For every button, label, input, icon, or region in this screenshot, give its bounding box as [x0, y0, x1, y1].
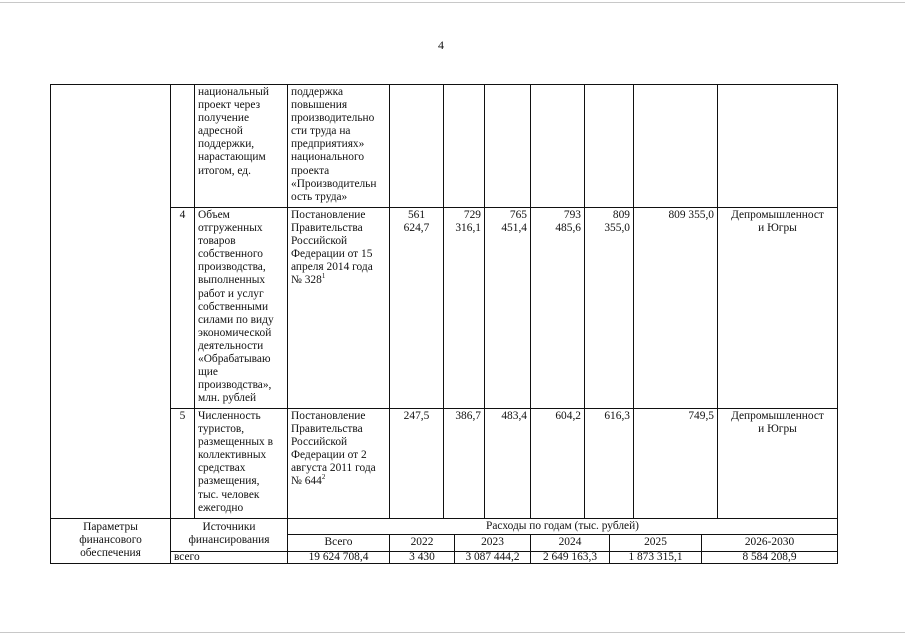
finance-col-header: 2022: [389, 534, 455, 552]
value-cell: 809 355,0: [584, 207, 634, 409]
footnote-mark: 1: [321, 272, 326, 281]
row-number-cell: [170, 84, 195, 208]
page-number: 4: [438, 38, 444, 52]
responsible-cell: Депромышленност и Югры: [717, 207, 838, 409]
finance-row-label: всего: [170, 551, 288, 564]
value-cell: 483,4: [484, 408, 531, 519]
basis-cell: [287, 408, 390, 519]
finance-col-header: 2026-2030: [701, 534, 838, 552]
value-cell: [584, 84, 634, 208]
footnote-mark: 2: [321, 473, 326, 482]
finance-value: 3 430: [389, 551, 455, 564]
finance-expenses-header: Расходы по годам (тыс. рублей): [287, 518, 838, 535]
indicator-cell: национальный проект через получение адресной поддержки, нарастающим итогом, ед.: [194, 84, 288, 208]
basis-text: Постановление Правительства Российской Федерации от 2 августа 2011 года № 644: [291, 410, 376, 488]
indicator-cell: Численность туристов, размещенных в коллективных средствах размещения, тыс. человек ежегодно: [194, 408, 288, 519]
finance-value: 2 649 163,3: [530, 551, 610, 564]
responsible-cell: [717, 84, 838, 208]
finance-params-label: Параметры финансового обеспечения: [50, 518, 171, 564]
basis-text: Постановление Правительства Российской Федерации от 15 апреля 2014 года № 328: [291, 209, 373, 287]
value-cell: 729 316,1: [443, 207, 485, 409]
finance-value: 19 624 708,4: [287, 551, 390, 564]
value-cell: [443, 84, 485, 208]
finance-value: 3 087 444,2: [454, 551, 531, 564]
value-cell: 765 451,4: [484, 207, 531, 409]
value-cell: 749,5: [633, 408, 718, 519]
value-cell: [530, 84, 585, 208]
value-cell: 386,7: [443, 408, 485, 519]
value-cell: 561 624,7: [389, 207, 444, 409]
finance-sources-label: Источники финансирования: [170, 518, 288, 552]
value-cell: [484, 84, 531, 208]
finance-value: 8 584 208,9: [701, 551, 838, 564]
value-cell: 604,2: [530, 408, 585, 519]
indicator-cell: Объем отгруженных товаров собственного производства, выполненных работ и услуг собственными силами по виду экономической деятельности «Обрабатываю щие производства», млн. рублей: [194, 207, 288, 409]
responsible-cell: Депромышленност и Югры: [717, 408, 838, 519]
scan-edge-top: [0, 2, 905, 3]
finance-col-header: 2024: [530, 534, 610, 552]
basis-cell: [287, 207, 390, 409]
row-number-cell: 5: [170, 408, 195, 519]
finance-value: 1 873 315,1: [609, 551, 702, 564]
finance-col-header: Всего: [287, 534, 390, 552]
value-cell: 793 485,6: [530, 207, 585, 409]
finance-col-header: 2023: [454, 534, 531, 552]
value-cell: [633, 84, 718, 208]
value-cell: 247,5: [389, 408, 444, 519]
basis-cell: поддержка повышения производительно сти труда на предприятиях» национального проекта «Производительн ость труда»: [287, 84, 390, 208]
value-cell: 809 355,0: [633, 207, 718, 409]
row-number-cell: 4: [170, 207, 195, 409]
finance-col-header: 2025: [609, 534, 702, 552]
value-cell: 616,3: [584, 408, 634, 519]
value-cell: [389, 84, 444, 208]
scan-edge-bottom: [0, 632, 905, 633]
